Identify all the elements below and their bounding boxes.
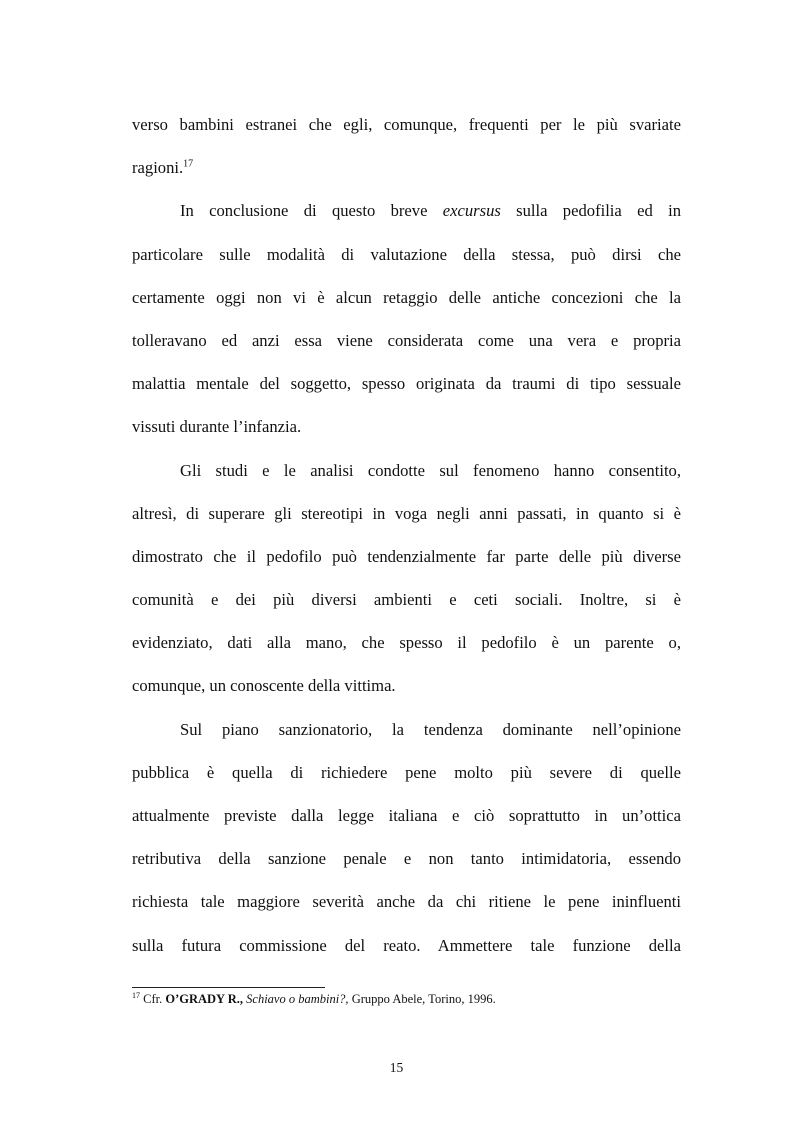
text-line — [132, 146, 681, 189]
text-fragment: ragioni. — [132, 158, 184, 178]
footnote — [132, 991, 496, 1007]
footnote-title: Schiavo o bambini?, — [246, 992, 349, 1006]
footnote-author: O’GRADY R., — [165, 992, 244, 1006]
text-line: comunità e dei più diversi ambienti e ceti sociali. Inoltre, si è — [132, 590, 681, 610]
text-line: certamente oggi non vi è alcun retaggio delle antiche concezioni che la — [132, 287, 681, 307]
text-line: evidenziato, dati alla mano, che spesso il pedofilo è un parente o, — [132, 633, 681, 653]
text-line: dimostrato che il pedofilo può tendenzialmente far parte delle più diverse — [132, 546, 681, 566]
paragraph-first-line — [132, 189, 681, 232]
body-text — [132, 103, 681, 967]
text-line: pubblica è quella di richiedere pene molto più severe di quelle — [132, 762, 681, 782]
text-line: vissuti durante l’infanzia. — [132, 417, 302, 437]
paragraph-first-line: Sul piano sanzionatorio, la tendenza dominante nell’opinione — [180, 719, 681, 739]
paragraph-first-line: Gli studi e le analisi condotte sul fenomeno hanno consentito, — [180, 460, 681, 480]
footnote-reference: 17 — [183, 158, 194, 170]
footnote-separator — [132, 987, 325, 988]
text-line: altresì, di superare gli stereotipi in voga negli anni passati, in quanto si è — [132, 503, 681, 523]
footnote-publisher: Gruppo Abele, Torino, 1996. — [348, 992, 496, 1006]
text-line: particolare sulle modalità di valutazione della stessa, può dirsi che — [132, 244, 681, 264]
text-line: verso bambini estranei che egli, comunque, frequenti per le più svariate — [132, 115, 681, 134]
text-line: attualmente previste dalla legge italiana e ciò soprattutto in un’ottica — [132, 806, 681, 825]
page-number: 15 — [389, 1060, 404, 1075]
text-line: retributiva della sanzione penale e non tanto intimidatoria, essendo — [132, 849, 681, 869]
text-line: tolleravano ed anzi essa viene considerata come una vera e propria — [132, 330, 681, 350]
text-line: malattia mentale del soggetto, spesso originata da traumi di tipo sessuale — [132, 374, 681, 394]
emphasis: excursus — [442, 201, 501, 221]
text-line: richiesta tale maggiore severità anche da chi ritiene le pene ininfluenti — [132, 892, 681, 912]
text-fragment: In conclusione di questo breve — [180, 201, 443, 221]
text-line: sulla futura commissione del reato. Ammettere tale funzione della — [132, 935, 681, 955]
text-line: comunque, un conoscente della vittima. — [132, 676, 396, 696]
footnote-number: 17 — [132, 990, 140, 1000]
footnote-prefix: Cfr. — [140, 992, 166, 1006]
text-fragment: sulla pedofilia ed in — [500, 201, 681, 221]
